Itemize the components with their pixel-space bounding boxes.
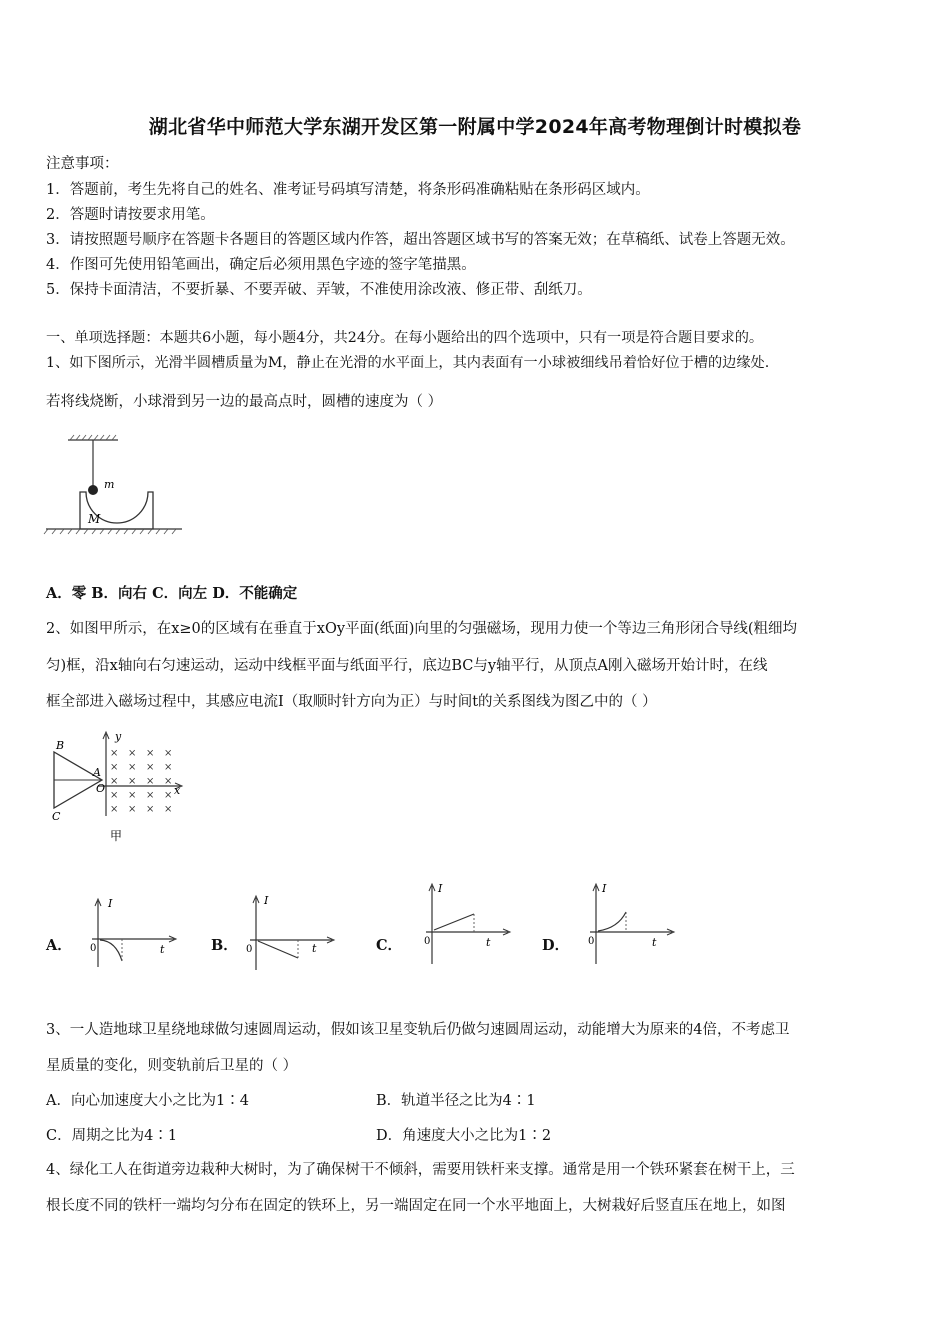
svg-text:×: × (146, 776, 155, 787)
svg-text:×: × (146, 748, 155, 759)
axis-t-label: t (160, 943, 165, 956)
note-item: 1．答题前，考生先将自己的姓名、准考证号码填写清楚，将条形码准确粘贴在条形码区域内。 (46, 182, 650, 198)
option-A-graph (82, 895, 182, 975)
note-item: 4．作图可先使用铅笔画出，确定后必须用黑色字迹的签字笔描黑。 (46, 257, 476, 273)
option-D-graph (584, 880, 684, 970)
origin-zero-label: 0 (424, 936, 431, 947)
question-1-text: 若将线烧断，小球滑到另一边的最高点时，圆槽的速度为（ ） (46, 394, 443, 410)
question-3-text: 3、一人造地球卫星绕地球做匀速圆周运动，假如该卫星变轨后仍做匀速圆周运动，动能增大为原来的4倍，不考虑卫 (46, 1022, 790, 1038)
page-title: 湖北省华中师范大学东湖开发区第一附属中学2024年高考物理倒计时模拟卷 (148, 116, 802, 138)
y-axis-label: y (115, 730, 122, 743)
option-D-label: D． (542, 937, 570, 954)
origin-zero-label: 0 (246, 944, 253, 955)
option-C-label: C． (376, 937, 403, 954)
question-2-text: 匀)框，沿x轴向右匀速运动，运动中线框平面与纸面平行，底边BC与y轴平行，从顶点A刚入磁场开始计时，在线 (46, 658, 768, 674)
svg-text:×: × (128, 762, 137, 773)
svg-text:×: × (146, 790, 155, 801)
question-1-options: A．零 B．向右 C．向左 D．不能确定 (46, 585, 298, 602)
question-2-text: 2、如图甲所示，在x≥0的区域有在垂直于xOy平面(纸面)向里的匀强磁场，现用力使一个等边三角形闭合导线(粗细均 (46, 621, 798, 637)
svg-text:×: × (128, 804, 137, 815)
question-2-figure-jia (44, 728, 204, 848)
question-1-figure (40, 430, 190, 540)
vertex-C-label: C (52, 810, 61, 823)
vertex-A-label: A (93, 766, 101, 779)
axis-I-label: I (264, 894, 269, 907)
question-4-text: 4、绿化工人在街道旁边栽种大树时，为了确保树干不倾斜，需要用铁杆来支撑。通常是用一个铁环紧套在树干上，三 (46, 1162, 795, 1178)
mass-M-label: M (88, 512, 101, 526)
axis-I-label: I (108, 897, 113, 910)
svg-text:×: × (146, 762, 155, 773)
note-item: 3．请按照题号顺序在答题卡各题目的答题区域内作答，超出答题区域书写的答案无效；在草稿纸、试卷上答题无效。 (46, 232, 795, 248)
svg-text:×: × (146, 804, 155, 815)
origin-O-label: O (96, 782, 106, 795)
notes-heading: 注意事项： (46, 156, 119, 172)
question-3-text: 星质量的变化，则变轨前后卫星的（ ） (46, 1058, 298, 1074)
axis-t-label: t (652, 936, 657, 949)
svg-text:×: × (164, 748, 173, 759)
svg-text:×: × (128, 748, 137, 759)
question-1-text: 1、如下图所示，光滑半圆槽质量为M，静止在光滑的水平面上，其内表面有一小球被细线吊着恰好位于槽的边缘处. (46, 355, 770, 371)
section-heading: 一、单项选择题：本题共6小题，每小题4分，共24分。在每小题给出的四个选项中，只有一项是符合题目要求的。 (46, 330, 764, 346)
option-B-graph (242, 892, 342, 976)
origin-zero-label: 0 (90, 943, 97, 954)
question-2-text: 框全部进入磁场过程中，其感应电流I（取顺时针方向为正）与时间t的关系图线为图乙中的（ ） (46, 694, 657, 710)
svg-text:×: × (110, 776, 119, 787)
svg-text:×: × (110, 790, 119, 801)
option-A-label: A． (46, 937, 72, 954)
option-C-graph (418, 880, 518, 970)
option-B-label: B． (211, 937, 238, 954)
x-axis-label: x (174, 784, 181, 797)
question-3-option-B: B．轨道半径之比为4∶1 (376, 1093, 536, 1109)
note-item: 5．保持卡面清洁，不要折暴、不要弄破、弄皱，不准使用涂改液、修正带、刮纸刀。 (46, 282, 592, 298)
axis-t-label: t (312, 942, 317, 955)
note-item: 2．答题时请按要求用笔。 (46, 207, 215, 223)
svg-text:×: × (164, 776, 173, 787)
axis-t-label: t (486, 936, 491, 949)
question-3-option-C: C．周期之比为4∶1 (46, 1128, 178, 1144)
origin-zero-label: 0 (588, 936, 595, 947)
axis-I-label: I (602, 882, 607, 895)
figure-caption-jia: 甲 (110, 829, 123, 843)
svg-text:×: × (110, 748, 119, 759)
svg-text:×: × (128, 776, 137, 787)
svg-text:×: × (164, 790, 173, 801)
vertex-B-label: B (56, 739, 65, 752)
question-3-option-D: D．角速度大小之比为1∶2 (376, 1128, 552, 1144)
svg-text:×: × (164, 804, 173, 815)
svg-text:×: × (128, 790, 137, 801)
question-3-option-A: A．向心加速度大小之比为1∶4 (46, 1093, 249, 1109)
svg-text:×: × (164, 762, 173, 773)
mass-m-label: m (104, 478, 115, 491)
svg-text:×: × (110, 804, 119, 815)
svg-text:×: × (110, 762, 119, 773)
question-4-text: 根长度不同的铁杆一端均匀分布在固定的铁环上，另一端固定在同一个水平地面上，大树栽好后竖直压在地上，如图 (46, 1198, 786, 1214)
axis-I-label: I (438, 882, 443, 895)
